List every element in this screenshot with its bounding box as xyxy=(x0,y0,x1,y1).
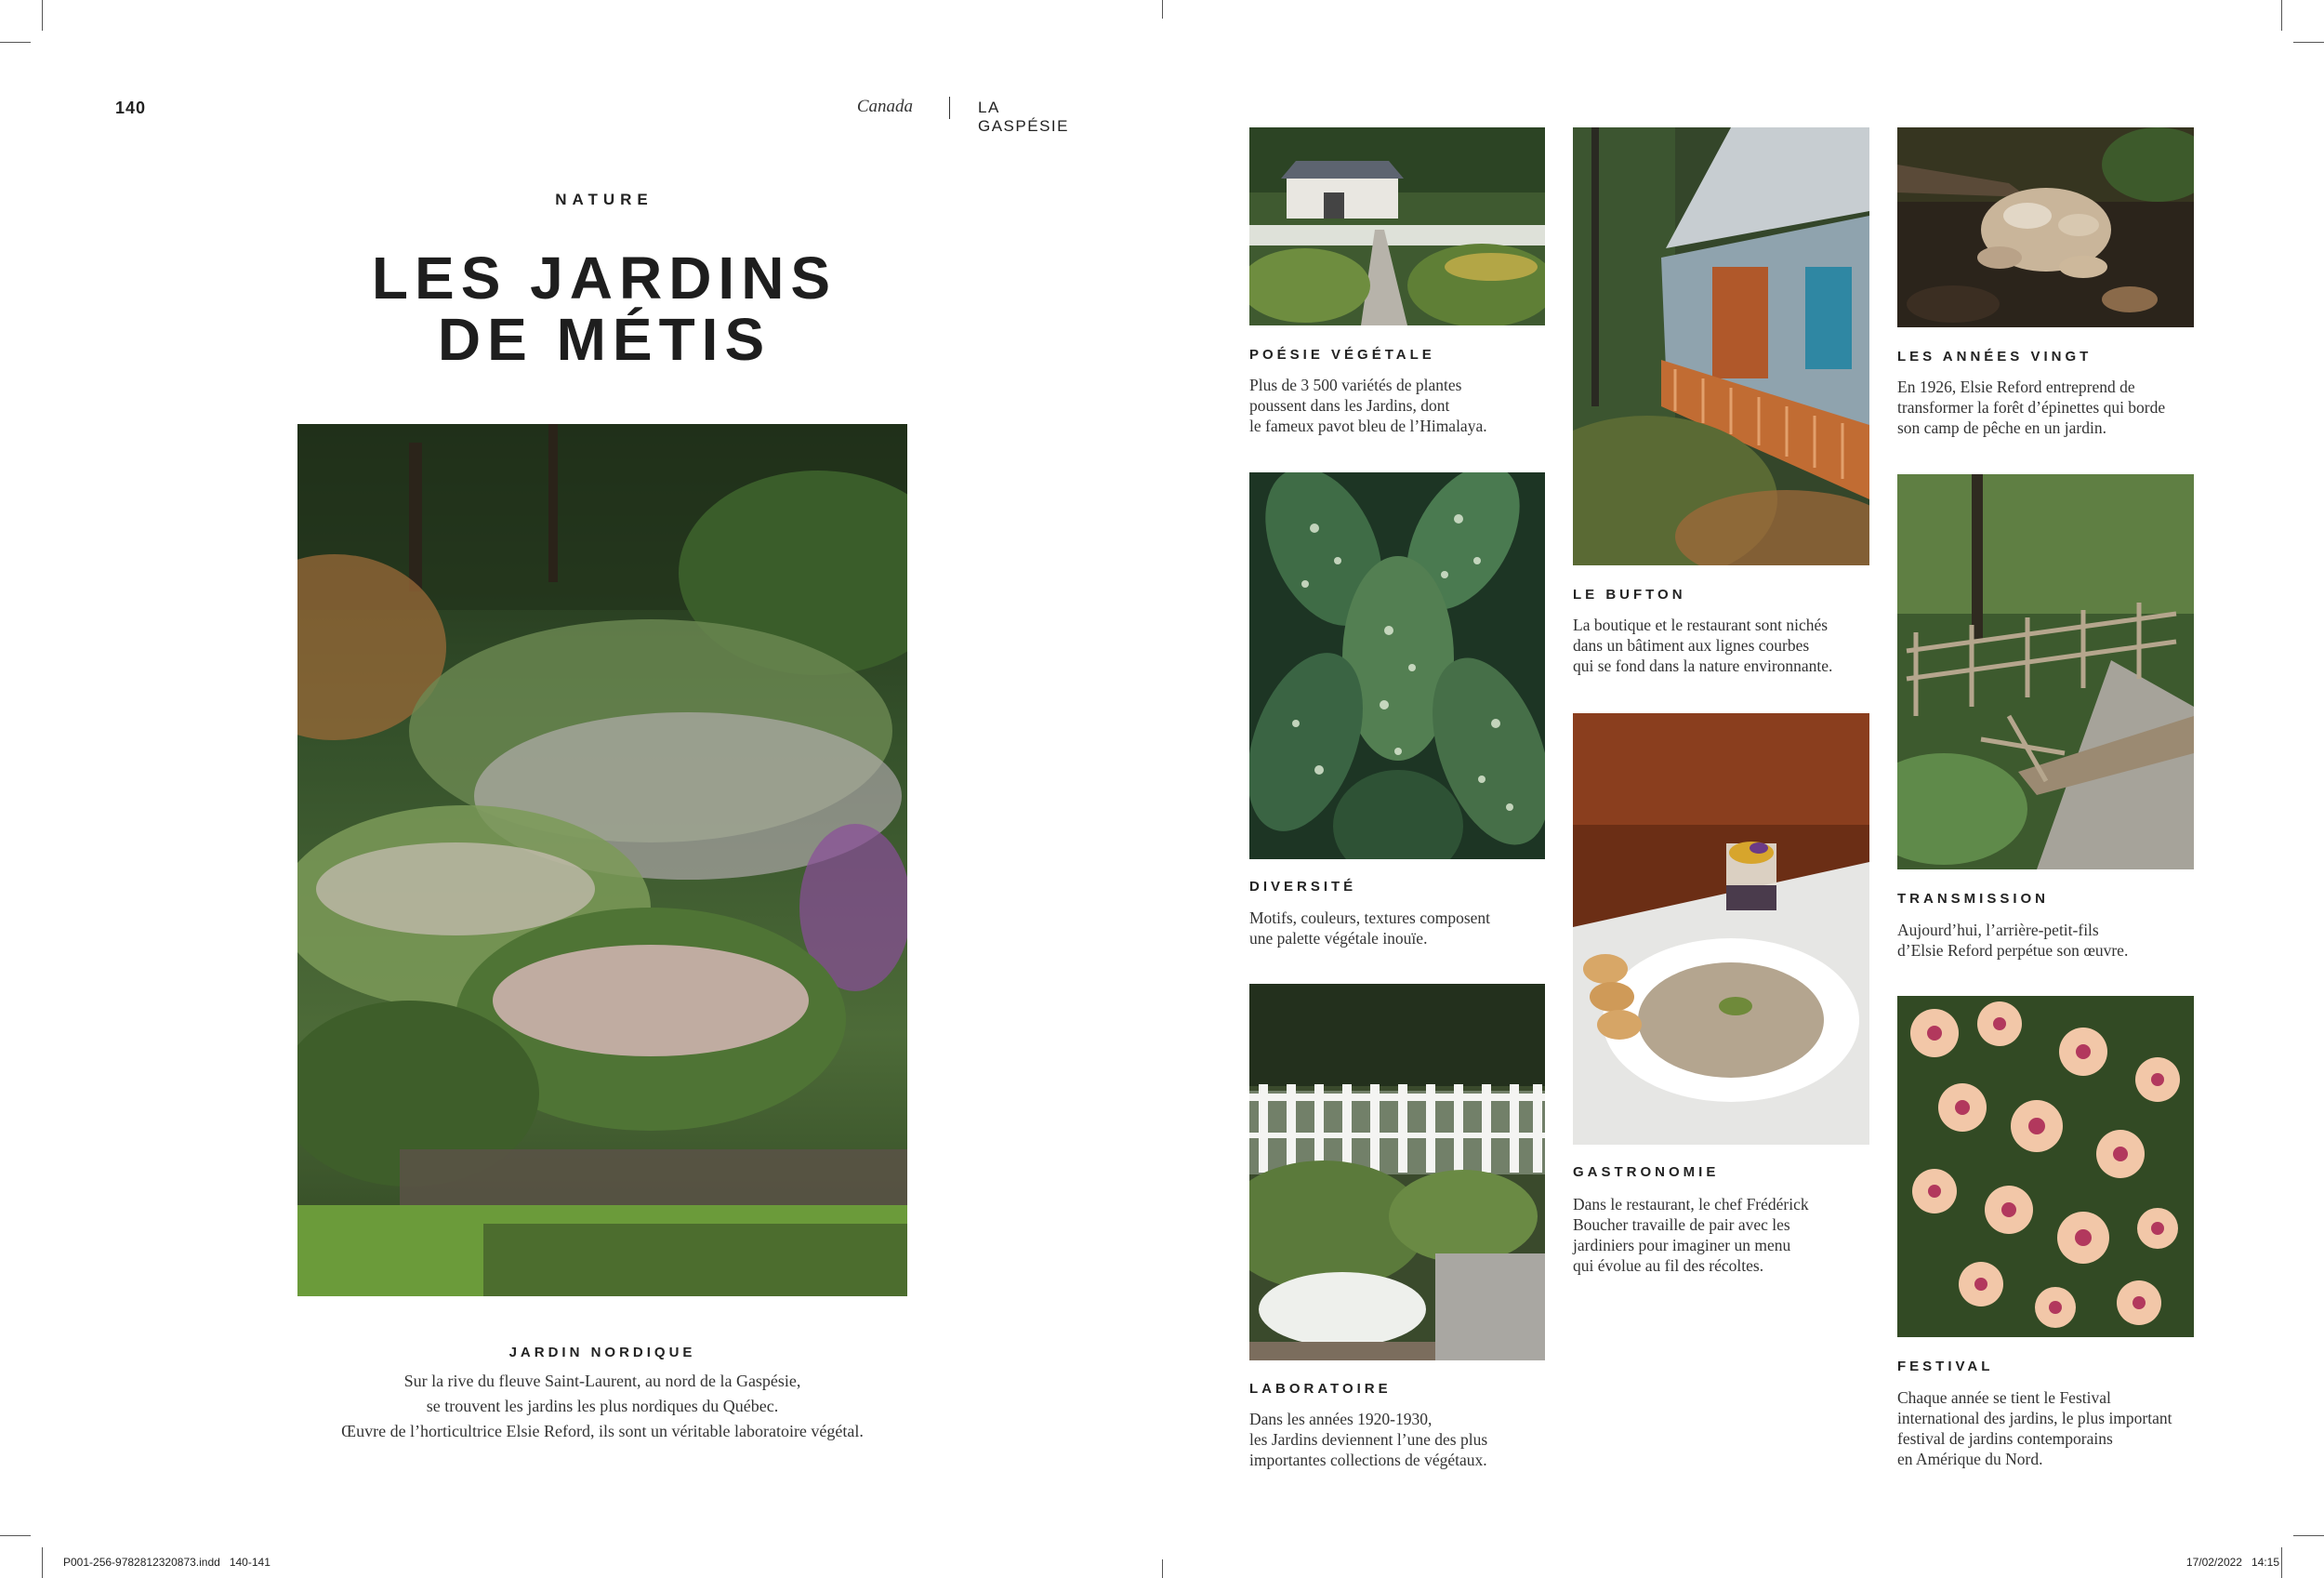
caption-title: DIVERSITÉ xyxy=(1249,879,1357,895)
date-slug: 17/02/2022 14:15 xyxy=(2185,1556,2279,1569)
photo-diversite xyxy=(1249,472,1545,859)
crop-mark xyxy=(42,0,43,31)
crop-mark xyxy=(1162,1559,1163,1578)
main-caption-title: JARDIN NORDIQUE xyxy=(508,1345,696,1360)
caption-text: Dans le restaurant, le chef Frédérick Boucher travaille de pair avec les jardiniers pour imaginer un menu qui évolue au fil des récoltes. xyxy=(1573,1195,1809,1275)
page-title xyxy=(297,245,911,373)
caption-text: La boutique et le restaurant sont nichés dans un bâtiment aux lignes courbes qui se fond dans la nature environnante. xyxy=(1573,616,1833,675)
photo-les-annees-vingt xyxy=(1897,127,2194,327)
crop-mark xyxy=(2281,0,2282,31)
title-line-1: LES JARDINS xyxy=(371,245,838,312)
header-country: Canada xyxy=(856,97,913,116)
crop-mark xyxy=(0,42,31,43)
header-divider xyxy=(949,97,950,119)
title-line-2: DE MÉTIS xyxy=(437,306,772,373)
header-region: LA GASPÉSIE xyxy=(978,99,1069,135)
running-header xyxy=(818,97,1089,135)
caption-text: Aujourd’hui, l’arrière-petit-fils d’Elsie Reford perpétue son œuvre. xyxy=(1897,921,2129,960)
caption-title: GASTRONOMIE xyxy=(1573,1164,1720,1180)
photo-festival xyxy=(1897,996,2194,1337)
caption-title: LES ANNÉES VINGT xyxy=(1897,349,2093,365)
kicker: NATURE xyxy=(555,191,654,208)
crop-mark xyxy=(2281,1547,2282,1578)
caption-title: LABORATOIRE xyxy=(1249,1381,1392,1397)
main-caption-text: Sur la rive du fleuve Saint-Laurent, au nord de la Gaspésie, se trouvent les jardins les plus nordiques du Québec. Œuvre de l’horticultrice Elsie Reford, ils sont un véritable laboratoire végétal. xyxy=(341,1372,864,1440)
crop-mark xyxy=(1162,0,1163,19)
photo-poesie-vegetale xyxy=(1249,127,1545,325)
caption-text: Chaque année se tient le Festival international des jardins, le plus important festival de jardins contemporains en Amérique du Nord. xyxy=(1897,1388,2172,1468)
caption-title: FESTIVAL xyxy=(1897,1359,1994,1374)
photo-transmission xyxy=(1897,474,2194,869)
caption-text: Dans les années 1920-1930, les Jardins deviennent l’une des plus importantes collections de végétaux. xyxy=(1249,1410,1488,1469)
crop-mark xyxy=(2293,1535,2324,1536)
caption-title: LE BUFTON xyxy=(1573,587,1686,603)
crop-mark xyxy=(2293,42,2324,43)
caption-title: POÉSIE VÉGÉTALE xyxy=(1249,347,1435,363)
photo-jardin-nordique xyxy=(297,424,907,1296)
crop-mark xyxy=(0,1535,31,1536)
photo-le-bufton xyxy=(1573,127,1869,565)
crop-mark xyxy=(42,1547,43,1578)
caption-text: Plus de 3 500 variétés de plantes poussent dans les Jardins, dont le fameux pavot bleu de l’Himalaya. xyxy=(1249,376,1487,435)
page-number: 140 xyxy=(115,99,147,117)
caption-title: TRANSMISSION xyxy=(1897,891,2050,907)
file-slug: P001-256-9782812320873.indd 140-141 xyxy=(63,1556,271,1569)
photo-laboratoire xyxy=(1249,984,1545,1360)
photo-gastronomie xyxy=(1573,713,1869,1145)
caption-text: Motifs, couleurs, textures composent une palette végétale inouïe. xyxy=(1249,908,1491,948)
caption-text: En 1926, Elsie Reford entreprend de transformer la forêt d’épinettes qui borde son camp de pêche en un jardin. xyxy=(1897,378,2166,437)
